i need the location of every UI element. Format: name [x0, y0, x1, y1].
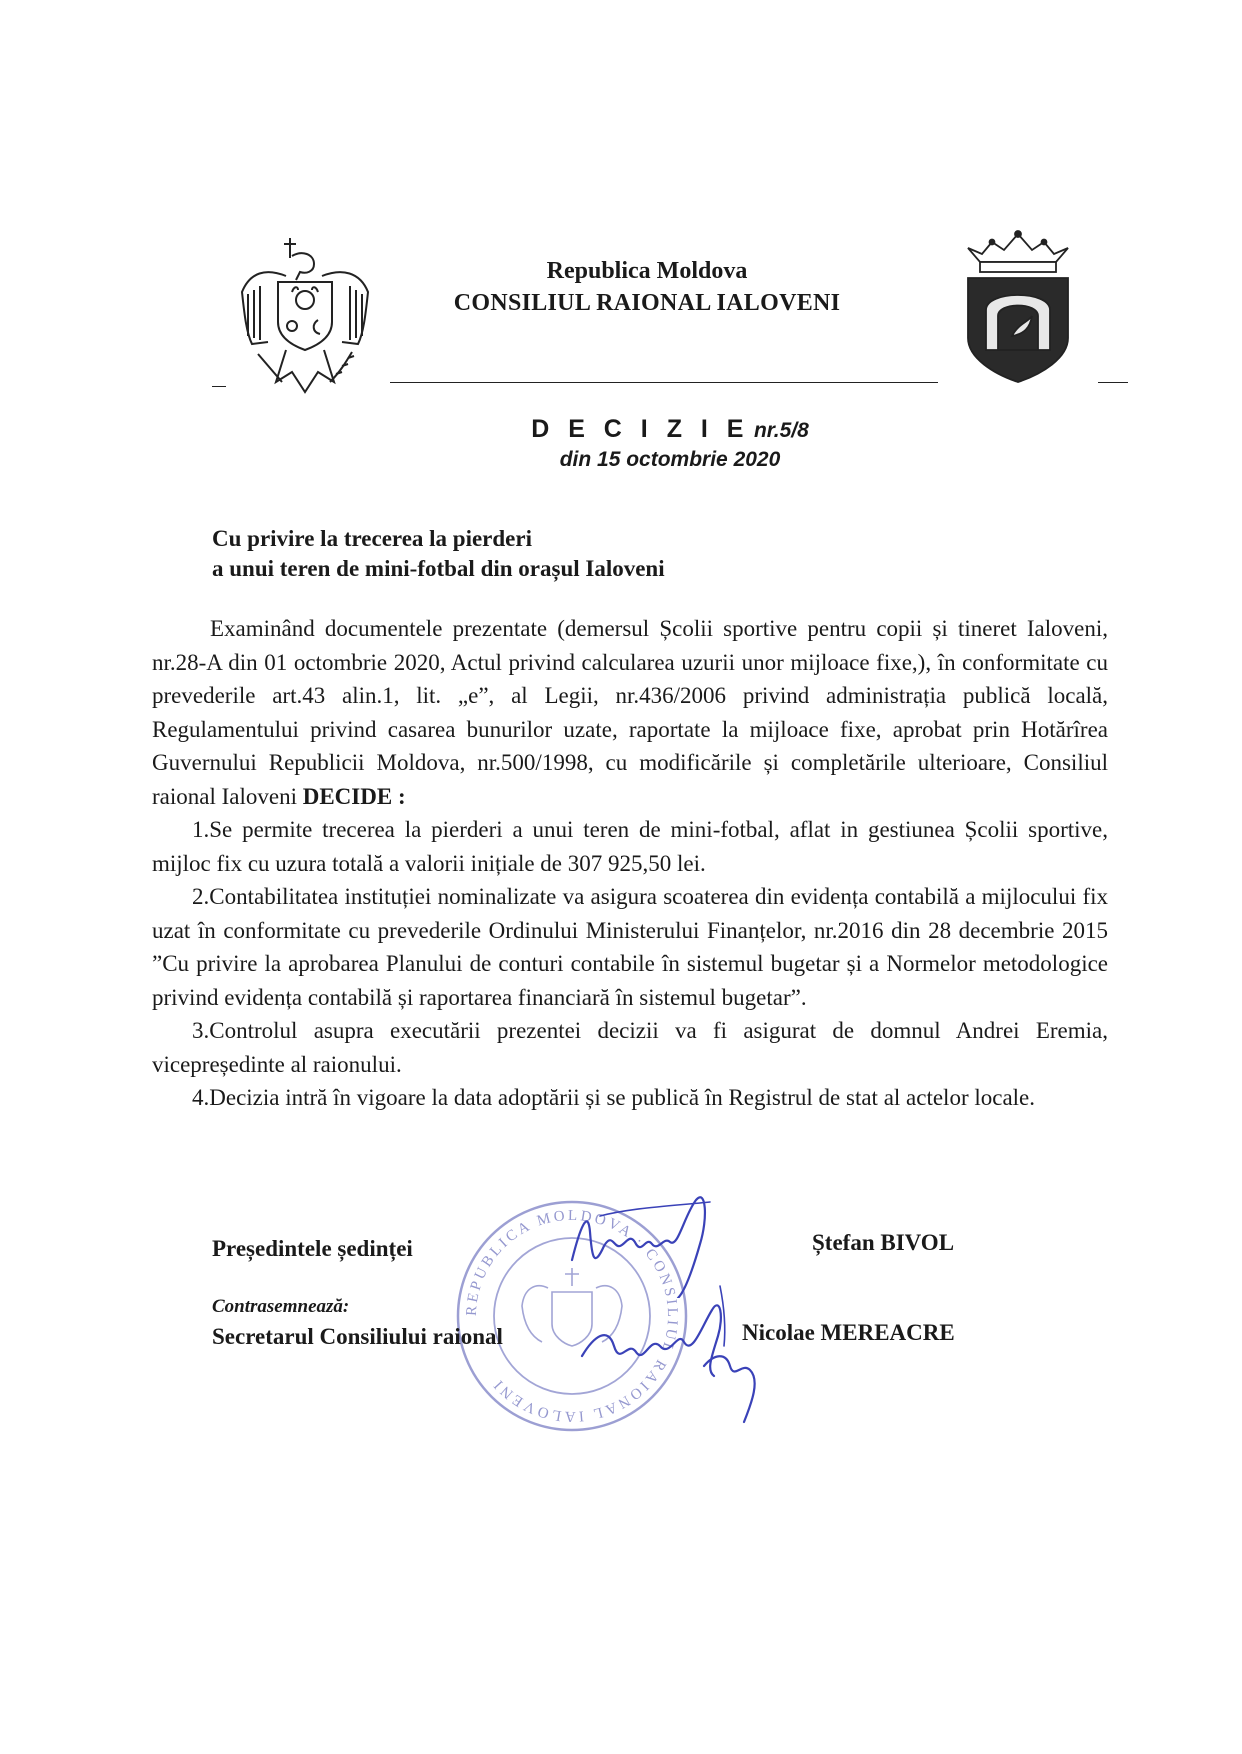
header-rule-center — [390, 382, 938, 383]
decision-date: din 15 octombrie 2020 — [559, 448, 781, 471]
subject-line-1: Cu privire la trecerea la pierderi — [212, 526, 532, 551]
subject-line-2: a unui teren de mini-fotbal din orașul Ialoveni — [212, 556, 665, 581]
stamp-text: REPUBLICA MOLDOVA · CONSILIUL RAIONAL IALOVENI — [463, 1207, 681, 1425]
decision-title — [420, 415, 920, 444]
countersign-label: Contrasemnează: — [212, 1296, 350, 1317]
article-2: 2.Contabilitatea instituției nominalizate va asigura scoaterea din evidența contabilă a mijlocului fix uzat în conformitate cu prevederile Ordinului Ministerului Finanțelor, nr.2016 din 28 decembrie 2015 ”Cu privire la aprobarea Planului de conturi contabile în sistemul bugetar și a Normelor metodologice privind evidența contabilă și raportarea financiară în sistemul bugetar”. — [152, 884, 1108, 1010]
decision-word: D E C I Z I E — [531, 415, 750, 443]
decide-colon: : — [392, 783, 406, 809]
council-name: CONSILIUL RAIONAL IALOVENI — [453, 290, 841, 316]
preamble-paragraph — [152, 612, 1108, 813]
ialoveni-coat-of-arms-icon — [962, 228, 1074, 384]
header-rule-left — [212, 386, 226, 387]
article-4: 4.Decizia intră în vigoare la data adoptării și se publică în Registrul de stat al actelor locale. — [192, 1085, 1036, 1110]
preamble-text: Examinând documentele prezentate (demersul Școlii sportive pentru copii și tineret Ialoveni, nr.28-A din 01 octombrie 2020, Actul privind calcularea uzurii unor mijloace fixe,), în conformitate cu prevederile art.43 alin.1, lit. „e”, al Legii, nr.436/2006 privind administrația publică locală, Regulamentului privind casarea bunurilor uzate, raportate la mijloace fixe, aprobat prin Hotărîrea Guvernului Republicii Moldova, nr.500/1998, cu modificările și completările ulterioare, Consiliul raional Ialoveni — [152, 616, 1108, 809]
article-3: 3.Controlul asupra executării prezentei decizii va fi asigurat de domnul Andrei Eremia, vicepreședinte al raionului. — [152, 1018, 1108, 1077]
president-name: Ștefan BIVOL — [812, 1230, 955, 1255]
header-rule-right — [1098, 382, 1128, 383]
country-name: Republica Moldova — [546, 258, 748, 284]
secretary-name: Nicolae MEREACRE — [742, 1320, 955, 1345]
decide-keyword: DECIDE — [302, 783, 393, 809]
decision-body — [152, 612, 1108, 1115]
article-1: 1.Se permite trecerea la pierderi a unui teren de mini-fotbal, aflat in gestiunea Școlii sportive, mijloc fix cu uzura totală a valorii inițiale de 307 925,50 lei. — [152, 817, 1108, 876]
secretary-signature — [574, 1266, 794, 1426]
decision-number: nr.5/8 — [753, 419, 809, 442]
president-title: Președintele ședinței — [212, 1236, 413, 1261]
secretary-title: Secretarul Consiliului raional — [212, 1324, 503, 1349]
moldova-coat-of-arms-icon — [236, 232, 376, 397]
